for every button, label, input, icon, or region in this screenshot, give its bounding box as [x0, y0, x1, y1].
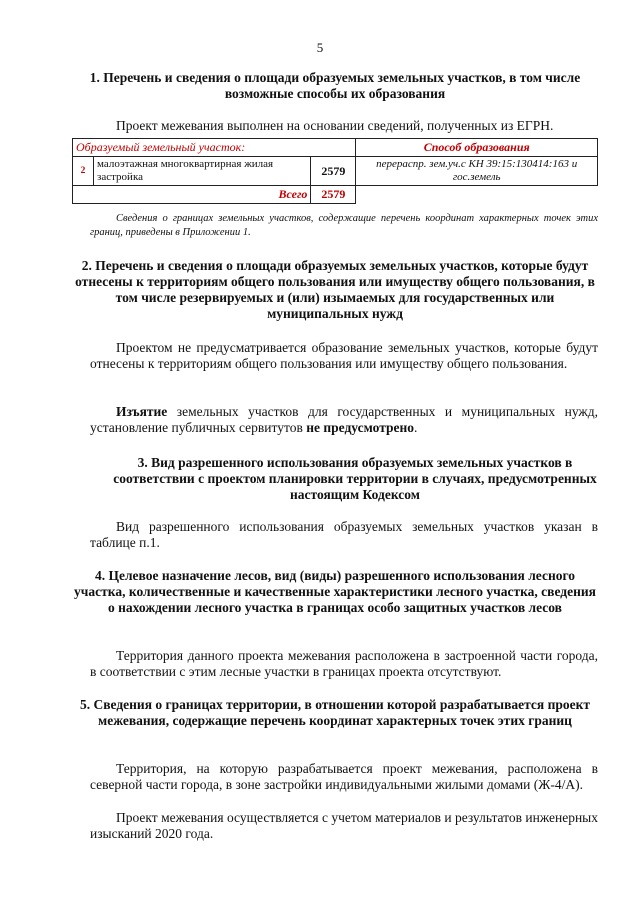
- section-3-paragraph: Вид разрешенного использования образуемых земельных участков указан в таблице п.1.: [90, 519, 598, 550]
- section-5-paragraph-1: Территория, на которую разрабатывается проект межевания, расположена в северной части города, в зоне застройки индивидуальными жилыми домами (Ж-4/А).: [90, 761, 598, 792]
- section-3-heading: 3. Вид разрешенного использования образуемых земельных участков в соответствии с проектом планировки территории в случаях, предусмотренных настоящим Кодексом: [113, 455, 597, 502]
- section-2-paragraph-1: Проектом не предусматривается образование земельных участков, которые будут отнесены к территориям общего пользования или имуществу общего пользования.: [90, 340, 598, 371]
- para-2-tail: .: [414, 420, 418, 435]
- section-5-paragraph-2: Проект межевания осуществляется с учетом материалов и результатов инженерных изысканий 2020 года.: [90, 810, 598, 841]
- header-method-cell: Способ образования: [356, 139, 598, 157]
- section-2-paragraph-2: [90, 404, 598, 436]
- section-2-heading: 2. Перечень и сведения о площади образуемых земельных участков, которые будут отнесены к территориям общего пользования или имуществу общего пользования, в том числе резервируемых и (или) изымаемых для государственных или муниципальных нужд: [75, 258, 595, 321]
- row-index-cell: 2: [73, 157, 94, 186]
- row-method-cell: перераспр. зем.уч.с КН 39:15:130414:163 и гос.земель: [356, 157, 598, 186]
- header-plot-cell: Образуемый земельный участок:: [73, 139, 356, 157]
- row-name-cell: малоэтажная многоквартирная жилая застройка: [94, 157, 311, 186]
- total-label-cell: Всего: [73, 186, 311, 204]
- section-1-heading: 1. Перечень и сведения о площади образуемых земельных участков, в том числе возможные способы их образования: [89, 70, 581, 101]
- land-plots-table: [72, 138, 598, 204]
- table-row: [73, 157, 598, 186]
- seizure-middle-text: земельных участков для государственных и муниципальных нужд, установление публичных сервитутов: [90, 404, 598, 435]
- total-value-cell: 2579: [311, 186, 356, 204]
- table-total-row: [73, 186, 598, 204]
- table-header-row: [73, 139, 598, 157]
- section-4-heading: 4. Целевое назначение лесов, вид (виды) разрешенного использования лесного участка, количественные и качественные характеристики лесного участка, сведения о нахождении лесного участка в границах особо защитных участков лесов: [74, 568, 596, 615]
- row-area-cell: 2579: [311, 157, 356, 186]
- section-4-paragraph: Территория данного проекта межевания расположена в застроенной части города, в соответствии с этим лесные участки в границах проекта отсутствуют.: [90, 648, 598, 679]
- total-empty-cell: [356, 186, 598, 204]
- section-1-intro: Проект межевания выполнен на основании сведений, полученных из ЕГРН.: [116, 118, 554, 133]
- seizure-word: Изъятие: [116, 404, 168, 419]
- section-5-heading: 5. Сведения о границах территории, в отношении которой разрабатывается проект межевания, содержащие перечень координат характерных точек этих границ: [79, 697, 591, 728]
- page-number: 5: [316, 40, 324, 55]
- section-1-note: Сведения о границах земельных участков, содержащие перечень координат характерных точек этих границ, приведены в Приложении 1.: [90, 213, 598, 238]
- not-provided-text: не предусмотрено: [306, 420, 415, 435]
